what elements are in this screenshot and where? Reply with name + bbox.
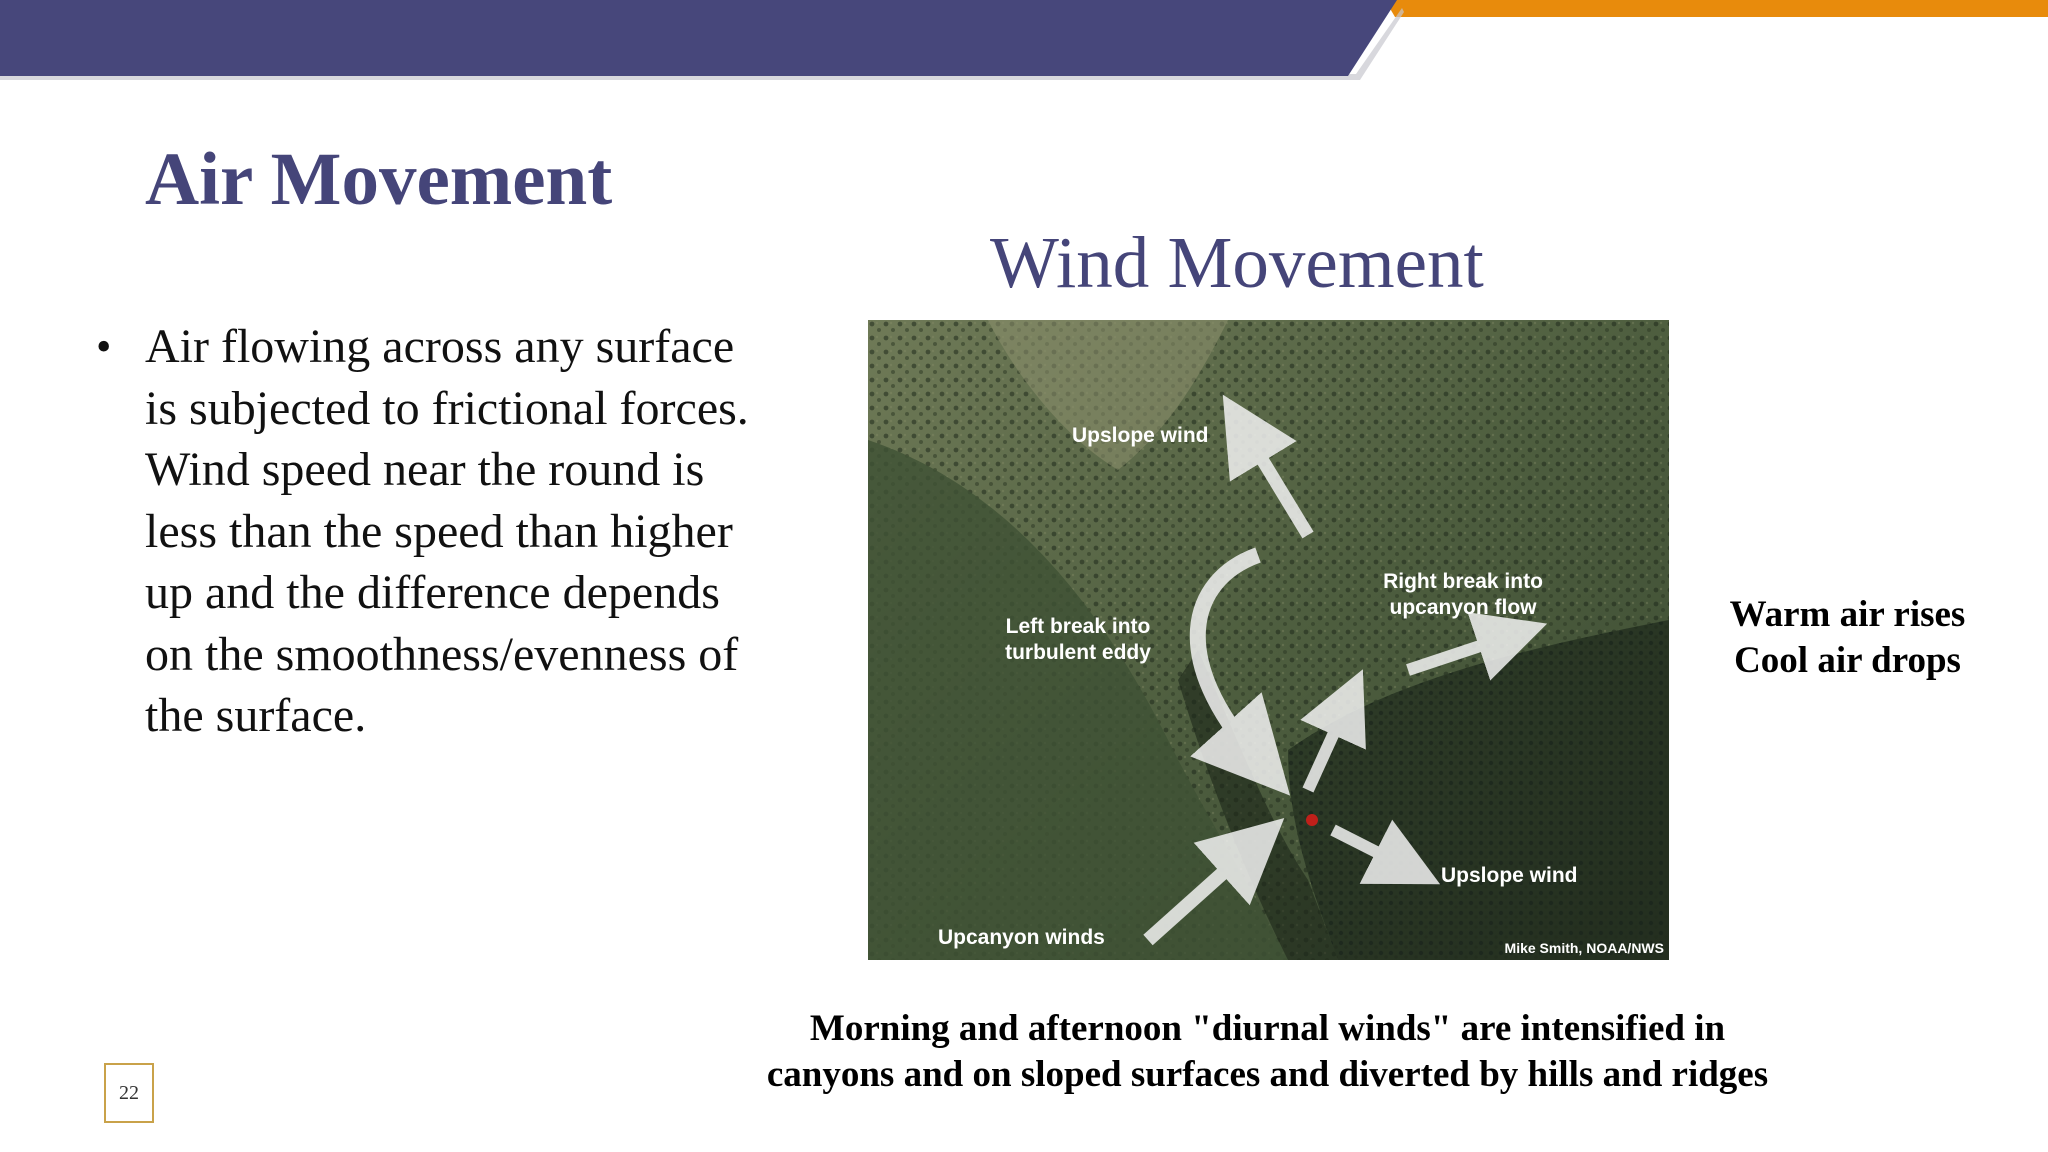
side-caption bbox=[1700, 592, 1995, 684]
label-left-break-2: turbulent eddy bbox=[1005, 641, 1151, 664]
header-orange-strip bbox=[1385, 0, 2048, 17]
bottom-caption-line: Morning and afternoon "diurnal winds" are intensified in bbox=[809, 1008, 1726, 1049]
bullet-marker: • bbox=[96, 322, 112, 371]
slide-title: Air Movement bbox=[145, 138, 613, 221]
page-number: 22 bbox=[104, 1063, 154, 1123]
label-upslope-top: Upslope wind bbox=[1072, 424, 1209, 447]
bullet-list bbox=[96, 316, 776, 747]
bottom-caption-line: canyons and on sloped surfaces and diverted by hills and ridges bbox=[766, 1054, 1769, 1095]
label-right-break-2: upcanyon flow bbox=[1389, 596, 1537, 619]
bullet-text: Air flowing across any surface is subjected to frictional forces. Wind speed near the round is less than the speed than higher up and the difference depends on the smoothness/evenness of the surface. bbox=[145, 320, 749, 742]
side-caption-line: Cool air drops bbox=[1734, 640, 1961, 681]
header-purple-bar bbox=[0, 0, 1397, 76]
label-upslope-bottom: Upslope wind bbox=[1441, 864, 1578, 887]
label-left-break-1: Left break into bbox=[1005, 615, 1151, 638]
bottom-caption bbox=[700, 1006, 1835, 1098]
figure-title: Wind Movement bbox=[990, 222, 1484, 303]
side-caption-line: Warm air rises bbox=[1729, 594, 1966, 635]
photo-credit: Mike Smith, NOAA/NWS bbox=[1504, 940, 1664, 956]
canyon-aerial-photo bbox=[868, 320, 1669, 960]
bullet-item bbox=[96, 316, 776, 747]
label-right-break-1: Right break into bbox=[1383, 570, 1543, 593]
red-location-marker bbox=[1306, 814, 1318, 826]
label-upcanyon: Upcanyon winds bbox=[938, 926, 1105, 949]
header-band bbox=[0, 0, 2048, 90]
